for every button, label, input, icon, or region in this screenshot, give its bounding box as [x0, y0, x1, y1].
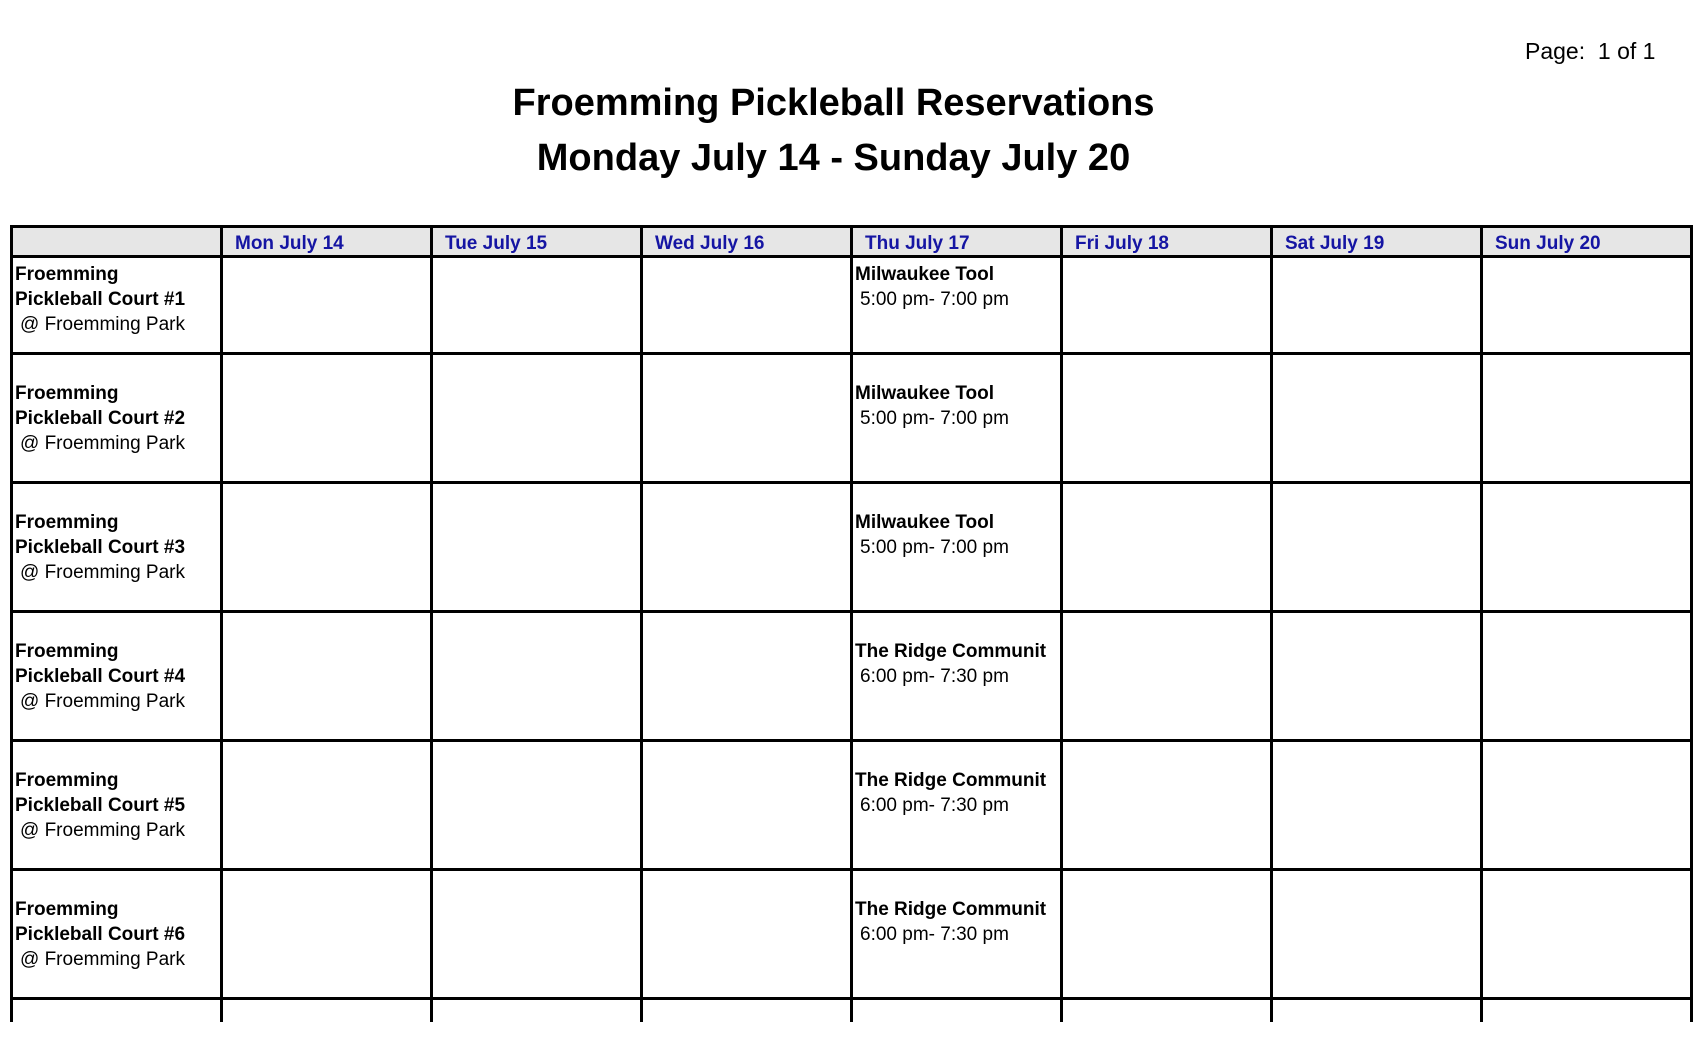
reservation-cell [852, 354, 1062, 483]
empty-day-cell [1272, 483, 1482, 612]
empty-day-cell [1062, 257, 1272, 354]
court-name: Froemming Pickleball Court #6 [15, 899, 186, 945]
court-row [12, 354, 1692, 483]
empty-cell [1062, 999, 1272, 1023]
empty-day-cell [222, 354, 432, 483]
reservation-group: The Ridge Communit [855, 641, 1047, 662]
empty-cell [642, 999, 852, 1023]
court-name: Froemming Pickleball Court #4 [15, 641, 186, 687]
court-cell [12, 257, 222, 354]
reservation-group: Milwaukee Tool [855, 512, 995, 533]
empty-cell [222, 999, 432, 1023]
day-header-sun: Sun July 20 [1482, 227, 1692, 257]
reservation-cell [852, 257, 1062, 354]
day-header-mon: Mon July 14 [222, 227, 432, 257]
court-location: @ Froemming Park [20, 820, 185, 841]
day-header-wed: Wed July 16 [642, 227, 852, 257]
day-header-thu: Thu July 17 [852, 227, 1062, 257]
empty-day-cell [222, 741, 432, 870]
empty-day-cell [642, 483, 852, 612]
empty-day-cell [1272, 870, 1482, 999]
reservation-time: 5:00 pm- 7:00 pm [860, 408, 1009, 429]
court-location: @ Froemming Park [20, 562, 185, 583]
court-row [12, 483, 1692, 612]
empty-day-cell [222, 483, 432, 612]
reservation-time: 5:00 pm- 7:00 pm [860, 289, 1009, 310]
empty-cell [432, 999, 642, 1023]
court-location: @ Froemming Park [20, 314, 185, 335]
court-row [12, 612, 1692, 741]
empty-day-cell [642, 870, 852, 999]
empty-day-cell [432, 612, 642, 741]
court-cell [12, 483, 222, 612]
reservation-cell [852, 741, 1062, 870]
court-name: Froemming Pickleball Court #5 [15, 770, 186, 816]
empty-day-cell [1062, 870, 1272, 999]
empty-day-cell [222, 870, 432, 999]
empty-day-cell [432, 257, 642, 354]
empty-day-cell [1062, 741, 1272, 870]
continuation-row [12, 999, 1692, 1023]
court-cell [12, 870, 222, 999]
day-header-fri: Fri July 18 [1062, 227, 1272, 257]
court-location: @ Froemming Park [20, 691, 185, 712]
court-row [12, 741, 1692, 870]
empty-day-cell [642, 612, 852, 741]
corner-header-cell [12, 227, 222, 257]
day-header-tue: Tue July 15 [432, 227, 642, 257]
reservation-time: 6:00 pm- 7:30 pm [860, 666, 1009, 687]
empty-day-cell [432, 354, 642, 483]
reservation-time: 5:00 pm- 7:00 pm [860, 537, 1009, 558]
report-date-range: Monday July 14 - Sunday July 20 [536, 137, 1131, 179]
reservation-schedule-table [10, 225, 1693, 1022]
day-header-row [12, 227, 1692, 257]
court-location: @ Froemming Park [20, 433, 185, 454]
empty-day-cell [1482, 483, 1692, 612]
empty-day-cell [1272, 741, 1482, 870]
court-cell [12, 741, 222, 870]
empty-day-cell [222, 257, 432, 354]
empty-day-cell [1482, 870, 1692, 999]
reservation-cell [852, 870, 1062, 999]
reservation-time: 6:00 pm- 7:30 pm [860, 924, 1009, 945]
empty-cell [12, 999, 222, 1023]
empty-day-cell [1482, 257, 1692, 354]
court-location: @ Froemming Park [20, 949, 185, 970]
page-number: Page: 1 of 1 [1525, 38, 1656, 64]
empty-day-cell [432, 870, 642, 999]
empty-day-cell [1272, 354, 1482, 483]
empty-day-cell [1062, 483, 1272, 612]
court-name: Froemming Pickleball Court #3 [15, 512, 186, 558]
court-cell [12, 354, 222, 483]
court-name: Froemming Pickleball Court #2 [15, 383, 186, 429]
court-row [12, 870, 1692, 999]
empty-day-cell [642, 741, 852, 870]
empty-day-cell [432, 741, 642, 870]
report-title: Froemming Pickleball Reservations [512, 82, 1155, 124]
reservation-group: The Ridge Communit [855, 899, 1047, 920]
empty-cell [852, 999, 1062, 1023]
empty-day-cell [1062, 612, 1272, 741]
empty-day-cell [1482, 612, 1692, 741]
court-name: Froemming Pickleball Court #1 [15, 264, 186, 310]
empty-day-cell [1272, 612, 1482, 741]
reservation-cell [852, 483, 1062, 612]
empty-day-cell [222, 612, 432, 741]
empty-day-cell [1062, 354, 1272, 483]
empty-day-cell [1482, 354, 1692, 483]
empty-cell [1272, 999, 1482, 1023]
empty-day-cell [642, 354, 852, 483]
court-row [12, 257, 1692, 354]
empty-day-cell [642, 257, 852, 354]
reservation-group: Milwaukee Tool [855, 264, 995, 285]
court-cell [12, 612, 222, 741]
empty-day-cell [432, 483, 642, 612]
empty-cell [1482, 999, 1692, 1023]
reservation-group: The Ridge Communit [855, 770, 1047, 791]
empty-day-cell [1272, 257, 1482, 354]
reservation-cell [852, 612, 1062, 741]
day-header-sat: Sat July 19 [1272, 227, 1482, 257]
empty-day-cell [1482, 741, 1692, 870]
reservation-time: 6:00 pm- 7:30 pm [860, 795, 1009, 816]
reservation-group: Milwaukee Tool [855, 383, 995, 404]
